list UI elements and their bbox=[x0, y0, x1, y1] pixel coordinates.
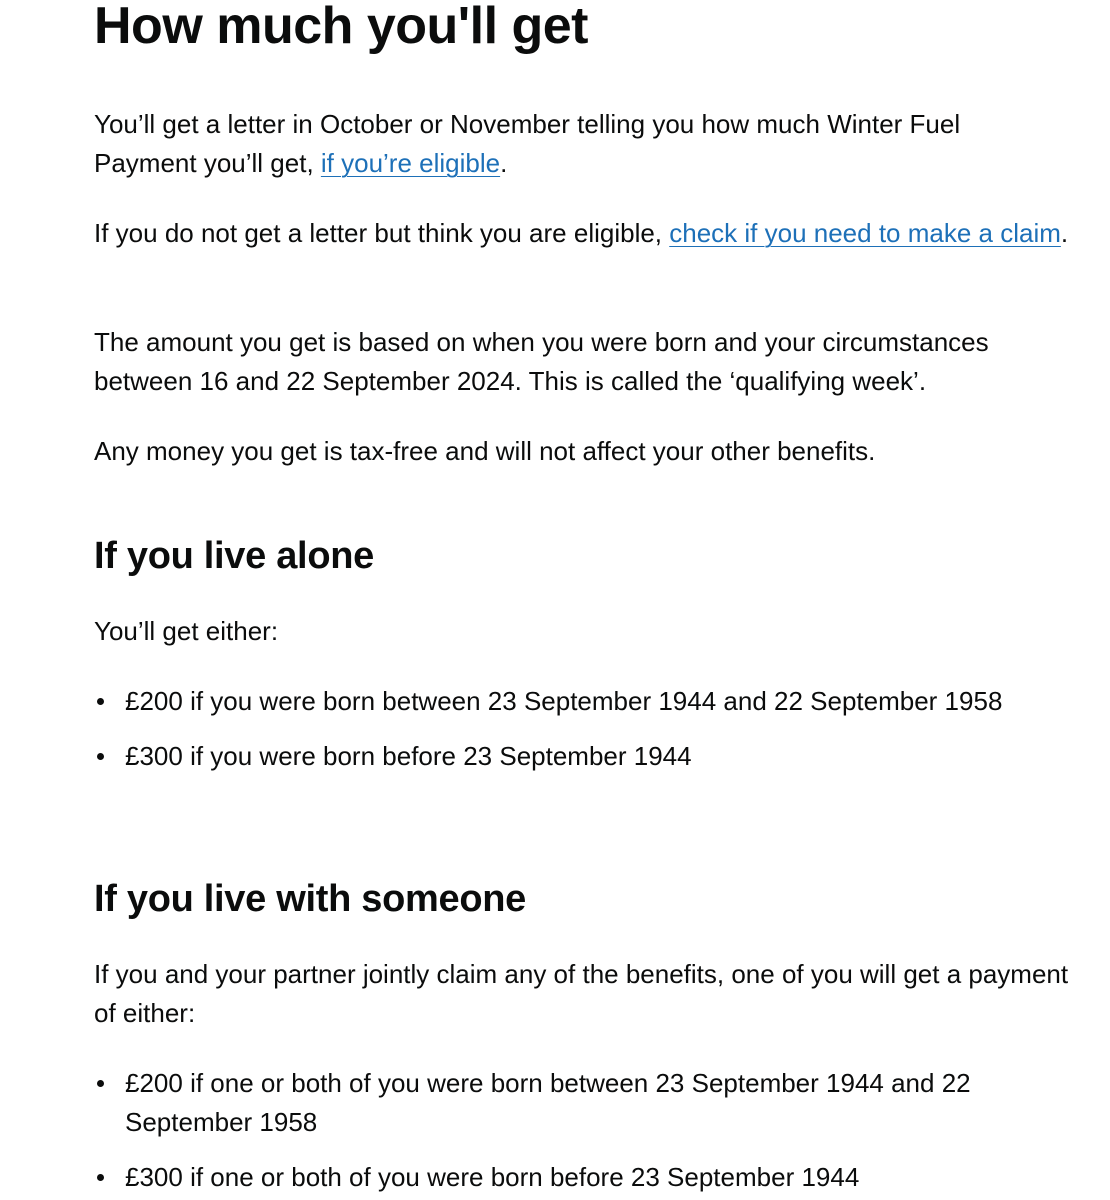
intro-paragraph-letter bbox=[94, 105, 1069, 183]
check-claim-link[interactable]: check if you need to make a claim bbox=[669, 218, 1061, 248]
intro-claim-end: . bbox=[1060, 218, 1069, 248]
intro-paragraph-qualifying-week: The amount you get is based on when you were born and your circumstances between 16 and 22 September 2024. This is called the ‘qualifying week’. bbox=[94, 327, 989, 396]
intro-paragraph-tax-free: Any money you get is tax-free and will not affect your other benefits. bbox=[94, 436, 876, 466]
eligibility-link[interactable]: if you’re eligible bbox=[320, 148, 501, 178]
live-with-someone-list bbox=[94, 1064, 1069, 1197]
list-item: £300 if you were born before 23 September 1944 bbox=[94, 737, 1069, 776]
section-heading-live-alone: If you live alone bbox=[94, 535, 374, 577]
live-alone-list bbox=[94, 682, 1069, 776]
list-item: £300 if one or both of you were born before 23 September 1944 bbox=[94, 1158, 1069, 1197]
page-title: How much you'll get bbox=[94, 0, 588, 55]
intro-letter-text: You’ll get a letter in October or November telling you how much Winter Fuel Payment you’ll get, bbox=[94, 109, 961, 178]
list-item: £200 if one or both of you were born between 23 September 1944 and 22 September 1958 bbox=[94, 1064, 1069, 1142]
section-heading-live-with-someone: If you live with someone bbox=[94, 878, 526, 920]
live-with-someone-lead: If you and your partner jointly claim any of the benefits, one of you will get a payment of either: bbox=[94, 959, 1069, 1028]
intro-letter-end: . bbox=[500, 148, 508, 178]
live-alone-lead: You’ll get either: bbox=[94, 616, 279, 646]
list-item: £200 if you were born between 23 September 1944 and 22 September 1958 bbox=[94, 682, 1069, 721]
intro-paragraph-claim bbox=[94, 214, 1069, 253]
intro-claim-text: If you do not get a letter but think you are eligible, bbox=[94, 218, 670, 248]
